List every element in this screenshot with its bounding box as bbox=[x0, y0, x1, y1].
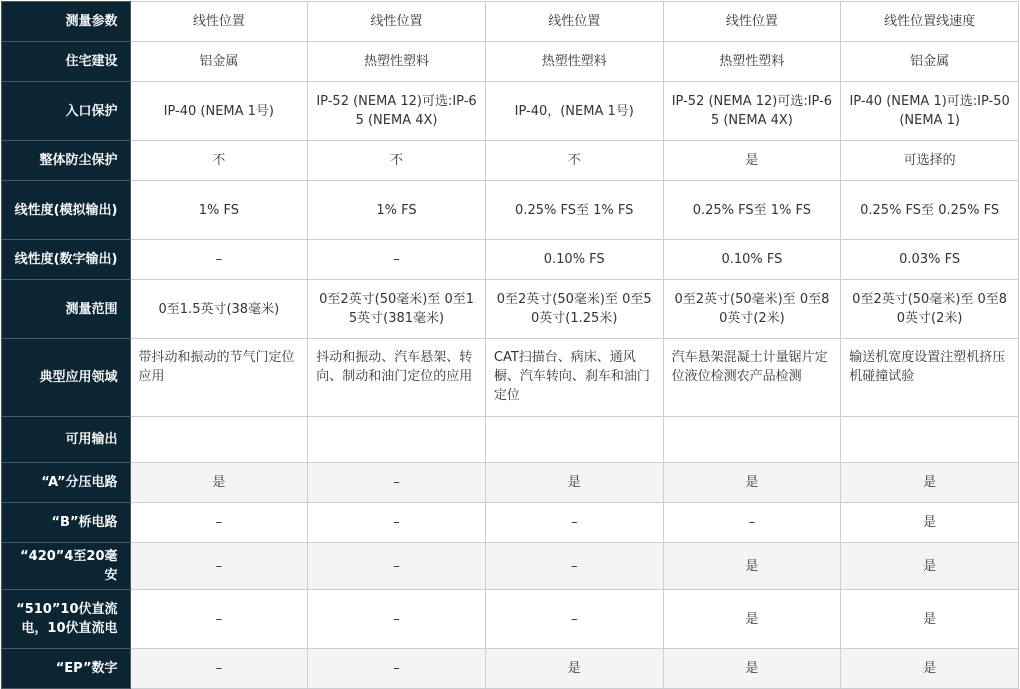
row-header: 可用输出 bbox=[2, 417, 131, 463]
row-header: “A”分压电路 bbox=[2, 463, 131, 503]
table-cell: 0至2英寸(50毫米)至 0至15英寸(381毫米) bbox=[308, 280, 486, 339]
table-cell: 是 bbox=[663, 590, 841, 649]
spec-table-body bbox=[2, 2, 1019, 689]
row-header: “510”10伏直流电，10伏直流电 bbox=[2, 590, 131, 649]
table-cell bbox=[663, 417, 841, 463]
row-header: “420”4至20毫安 bbox=[2, 543, 131, 590]
table-cell: 0至1.5英寸(38毫米) bbox=[130, 280, 308, 339]
row-header: 住宅建设 bbox=[2, 42, 131, 82]
table-cell: – bbox=[130, 649, 308, 689]
table-cell: – bbox=[308, 503, 486, 543]
table-cell: 是 bbox=[841, 590, 1019, 649]
table-cell: 不 bbox=[485, 141, 663, 181]
row-header: 测量参数 bbox=[2, 2, 131, 42]
table-cell: IP-40，(NEMA 1号) bbox=[485, 82, 663, 141]
table-cell: 是 bbox=[841, 503, 1019, 543]
table-cell: – bbox=[485, 543, 663, 590]
table-cell: 热塑性塑料 bbox=[308, 42, 486, 82]
table-cell: 是 bbox=[841, 543, 1019, 590]
table-cell: – bbox=[308, 463, 486, 503]
table-cell: 输送机宽度设置注塑机挤压机碰撞试验 bbox=[841, 339, 1019, 417]
table-cell: 1% FS bbox=[130, 181, 308, 240]
row-header: 典型应用领域 bbox=[2, 339, 131, 417]
table-row bbox=[2, 42, 1019, 82]
row-header: 线性度(模拟输出) bbox=[2, 181, 131, 240]
table-cell: IP-52 (NEMA 12)可选:IP-65 (NEMA 4X) bbox=[308, 82, 486, 141]
table-cell: 汽车悬架混凝土计量锯片定位液位检测农产品检测 bbox=[663, 339, 841, 417]
table-row bbox=[2, 141, 1019, 181]
row-header: 入口保护 bbox=[2, 82, 131, 141]
table-row bbox=[2, 181, 1019, 240]
table-cell: – bbox=[130, 543, 308, 590]
table-cell: 0.25% FS至 1% FS bbox=[663, 181, 841, 240]
table-cell: 热塑性塑料 bbox=[663, 42, 841, 82]
table-cell: 是 bbox=[663, 463, 841, 503]
row-header: 整体防尘保护 bbox=[2, 141, 131, 181]
table-cell: 0.25% FS至 1% FS bbox=[485, 181, 663, 240]
table-row bbox=[2, 280, 1019, 339]
table-cell: 线性位置线速度 bbox=[841, 2, 1019, 42]
table-cell: – bbox=[130, 590, 308, 649]
table-cell: IP-40 (NEMA 1号) bbox=[130, 82, 308, 141]
table-cell: 不 bbox=[308, 141, 486, 181]
table-cell: 是 bbox=[663, 649, 841, 689]
table-cell: 0至2英寸(50毫米)至 0至80英寸(2米) bbox=[663, 280, 841, 339]
table-cell: – bbox=[130, 503, 308, 543]
table-cell bbox=[308, 417, 486, 463]
table-cell: – bbox=[663, 503, 841, 543]
table-cell: – bbox=[308, 590, 486, 649]
table-cell: 是 bbox=[841, 463, 1019, 503]
table-cell: 是 bbox=[485, 649, 663, 689]
table-cell: – bbox=[485, 503, 663, 543]
table-cell: 是 bbox=[841, 649, 1019, 689]
table-cell: 线性位置 bbox=[663, 2, 841, 42]
table-cell: 是 bbox=[130, 463, 308, 503]
table-cell: 0.10% FS bbox=[485, 240, 663, 280]
table-cell: 0至2英寸(50毫米)至 0至80英寸(2米) bbox=[841, 280, 1019, 339]
table-cell: 带抖动和振动的节气门定位应用 bbox=[130, 339, 308, 417]
table-cell: 线性位置 bbox=[308, 2, 486, 42]
table-row bbox=[2, 417, 1019, 463]
table-cell: – bbox=[308, 240, 486, 280]
row-header: “EP”数字 bbox=[2, 649, 131, 689]
spec-table bbox=[1, 1, 1019, 689]
table-cell: 铝金属 bbox=[841, 42, 1019, 82]
table-cell: 0.10% FS bbox=[663, 240, 841, 280]
row-header: 测量范围 bbox=[2, 280, 131, 339]
table-cell: 是 bbox=[663, 141, 841, 181]
table-cell: IP-40 (NEMA 1)可选:IP-50 (NEMA 1) bbox=[841, 82, 1019, 141]
table-row bbox=[2, 649, 1019, 689]
table-cell: 铝金属 bbox=[130, 42, 308, 82]
table-row bbox=[2, 82, 1019, 141]
table-cell: 是 bbox=[485, 463, 663, 503]
table-row bbox=[2, 590, 1019, 649]
table-row bbox=[2, 339, 1019, 417]
table-cell: IP-52 (NEMA 12)可选:IP-65 (NEMA 4X) bbox=[663, 82, 841, 141]
table-row bbox=[2, 543, 1019, 590]
table-row bbox=[2, 463, 1019, 503]
table-cell: 线性位置 bbox=[485, 2, 663, 42]
table-cell bbox=[130, 417, 308, 463]
table-cell bbox=[485, 417, 663, 463]
table-row bbox=[2, 503, 1019, 543]
table-cell: 0至2英寸(50毫米)至 0至50英寸(1.25米) bbox=[485, 280, 663, 339]
row-header: “B”桥电路 bbox=[2, 503, 131, 543]
table-cell: 0.03% FS bbox=[841, 240, 1019, 280]
table-cell: 0.25% FS至 0.25% FS bbox=[841, 181, 1019, 240]
table-cell: – bbox=[308, 649, 486, 689]
table-cell bbox=[841, 417, 1019, 463]
table-row bbox=[2, 2, 1019, 42]
table-cell: – bbox=[308, 543, 486, 590]
table-cell: 不 bbox=[130, 141, 308, 181]
table-cell: CAT扫描台、病床、通风橱、汽车转向、刹车和油门定位 bbox=[485, 339, 663, 417]
table-cell: 可选择的 bbox=[841, 141, 1019, 181]
table-cell: 抖动和振动、汽车悬架、转向、制动和油门定位的应用 bbox=[308, 339, 486, 417]
table-cell: – bbox=[130, 240, 308, 280]
table-cell: 线性位置 bbox=[130, 2, 308, 42]
table-cell: 1% FS bbox=[308, 181, 486, 240]
row-header: 线性度(数字输出) bbox=[2, 240, 131, 280]
table-cell: 热塑性塑料 bbox=[485, 42, 663, 82]
table-cell: – bbox=[485, 590, 663, 649]
table-cell: 是 bbox=[663, 543, 841, 590]
table-row bbox=[2, 240, 1019, 280]
